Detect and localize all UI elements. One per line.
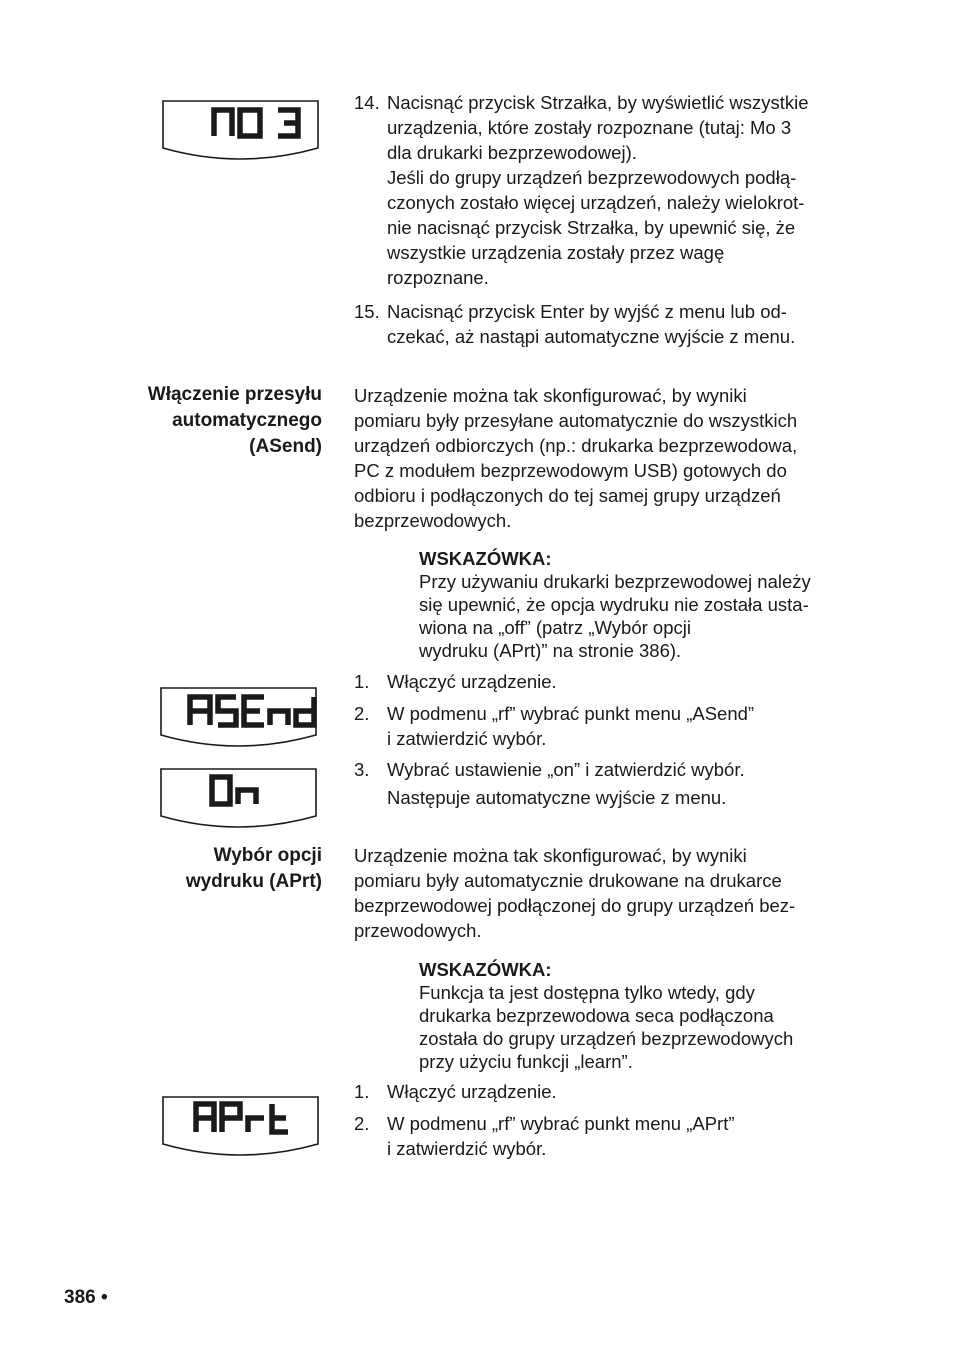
heading-line: (ASend) bbox=[249, 436, 322, 457]
note-asend bbox=[419, 547, 849, 662]
step-number: 2. bbox=[354, 703, 370, 724]
lcd-display-frame bbox=[160, 98, 322, 162]
step-number: 1. bbox=[354, 1081, 370, 1102]
text-line: Jeśli do grupy urządzeń bezprzewodowych podłą- bbox=[387, 167, 797, 188]
text-line: W podmenu „rf” wybrać punkt menu „APrt” bbox=[387, 1113, 735, 1134]
text-line: czekać, aż nastąpi automatyczne wyjście z menu. bbox=[387, 326, 796, 347]
text-line: drukarka bezprzewodowa seca podłączona bbox=[419, 1005, 774, 1026]
text-line: urządzenia, które zostały rozpoznane (tutaj: Mo 3 bbox=[387, 117, 792, 138]
asend-step-3 bbox=[354, 757, 844, 810]
step-text bbox=[387, 757, 844, 810]
heading-line: automatycznego bbox=[172, 410, 322, 431]
lcd-display-aprt bbox=[160, 1094, 322, 1158]
lcd-display-frame bbox=[158, 766, 320, 830]
text-line: Przy używaniu drukarki bezprzewodowej należy bbox=[419, 571, 811, 592]
text-line: została do grupy urządzeń bezprzewodowych bbox=[419, 1028, 794, 1049]
step-number: 1. bbox=[354, 671, 370, 692]
text-line: rozpoznane. bbox=[387, 267, 489, 288]
asend-step-2 bbox=[354, 701, 844, 751]
heading-line: wydruku (APrt) bbox=[185, 871, 322, 892]
note-title: WSKAZÓWKA: bbox=[419, 959, 552, 980]
text-line: pomiaru były automatycznie drukowane na drukarce bbox=[354, 870, 782, 891]
lcd-display-frame bbox=[160, 1094, 322, 1158]
text-line: PC z modułem bezprzewodowym USB) gotowych do bbox=[354, 460, 787, 481]
lcd-display-asend bbox=[158, 685, 320, 749]
step-text bbox=[387, 299, 854, 349]
text-line: dla drukarki bezprzewodowej). bbox=[387, 142, 637, 163]
step-number: 2. bbox=[354, 1113, 370, 1134]
text-line: Następuje automatyczne wyjście z menu. bbox=[387, 787, 727, 808]
text-line: W podmenu „rf” wybrać punkt menu „ASend” bbox=[387, 703, 755, 724]
step-text bbox=[387, 701, 844, 751]
step-14 bbox=[354, 90, 854, 290]
text-line: pomiaru były przesyłane automatycznie do wszystkich bbox=[354, 410, 798, 431]
section-intro-asend bbox=[354, 383, 844, 533]
text-line: bezprzewodowych. bbox=[354, 510, 512, 531]
step-number: 15. bbox=[354, 301, 380, 322]
text-line: się upewnić, że opcja wydruku nie została usta- bbox=[419, 594, 809, 615]
text-line: wydruku (APrt)” na stronie 386). bbox=[419, 640, 682, 661]
heading-line: Wybór opcji bbox=[213, 845, 322, 866]
asend-step-1 bbox=[354, 669, 844, 694]
heading-line: Włączenie przesyłu bbox=[147, 384, 322, 405]
text-line: Urządzenie można tak skonfigurować, by wyniki bbox=[354, 845, 747, 866]
step-text bbox=[387, 1079, 844, 1104]
aprt-step-2 bbox=[354, 1111, 844, 1161]
note-title: WSKAZÓWKA: bbox=[419, 548, 552, 569]
text-line: nie nacisnąć przycisk Strzałka, by upewnić się, że bbox=[387, 217, 796, 238]
text-line: Wybrać ustawienie „on” i zatwierdzić wybór. bbox=[387, 759, 745, 780]
step-number: 14. bbox=[354, 92, 380, 113]
section-heading-aprt bbox=[62, 843, 322, 895]
text-line: i zatwierdzić wybór. bbox=[387, 728, 547, 749]
lcd-display-frame bbox=[158, 685, 320, 749]
step-text bbox=[387, 90, 854, 290]
lcd-display-mo3 bbox=[160, 98, 322, 162]
text-line: bezprzewodowej podłączonej do grupy urządzeń bez- bbox=[354, 895, 796, 916]
section-heading-asend bbox=[62, 382, 322, 460]
aprt-step-1 bbox=[354, 1079, 844, 1104]
step-text bbox=[387, 1111, 844, 1161]
section-intro-aprt bbox=[354, 843, 844, 943]
step-number: 3. bbox=[354, 759, 370, 780]
text-line: wszystkie urządzenia zostały przez wagę bbox=[387, 242, 725, 263]
text-line: czonych zostało więcej urządzeń, należy wielokrot- bbox=[387, 192, 805, 213]
text-line: i zatwierdzić wybór. bbox=[387, 1138, 547, 1159]
text-line: odbioru i podłączonych do tej samej grupy urządzeń bbox=[354, 485, 781, 506]
text-line: przewodowych. bbox=[354, 920, 482, 941]
text-line: Urządzenie można tak skonfigurować, by wyniki bbox=[354, 385, 747, 406]
page-number: 386 • bbox=[64, 1287, 108, 1308]
step-15 bbox=[354, 299, 854, 349]
text-line: Nacisnąć przycisk Strzałka, by wyświetlić wszystkie bbox=[387, 92, 809, 113]
lcd-display-on bbox=[158, 766, 320, 830]
text-line: wiona na „off” (patrz „Wybór opcji bbox=[419, 617, 691, 638]
text-line: Włączyć urządzenie. bbox=[387, 1081, 557, 1102]
note-aprt bbox=[419, 958, 849, 1073]
text-line: Nacisnąć przycisk Enter by wyjść z menu lub od- bbox=[387, 301, 787, 322]
step-text bbox=[387, 669, 844, 694]
text-line: przy użyciu funkcji „learn”. bbox=[419, 1051, 633, 1072]
text-line: Funkcja ta jest dostępna tylko wtedy, gdy bbox=[419, 982, 755, 1003]
text-line: urządzeń odbiorczych (np.: drukarka bezprzewodowa, bbox=[354, 435, 798, 456]
text-line: Włączyć urządzenie. bbox=[387, 671, 557, 692]
